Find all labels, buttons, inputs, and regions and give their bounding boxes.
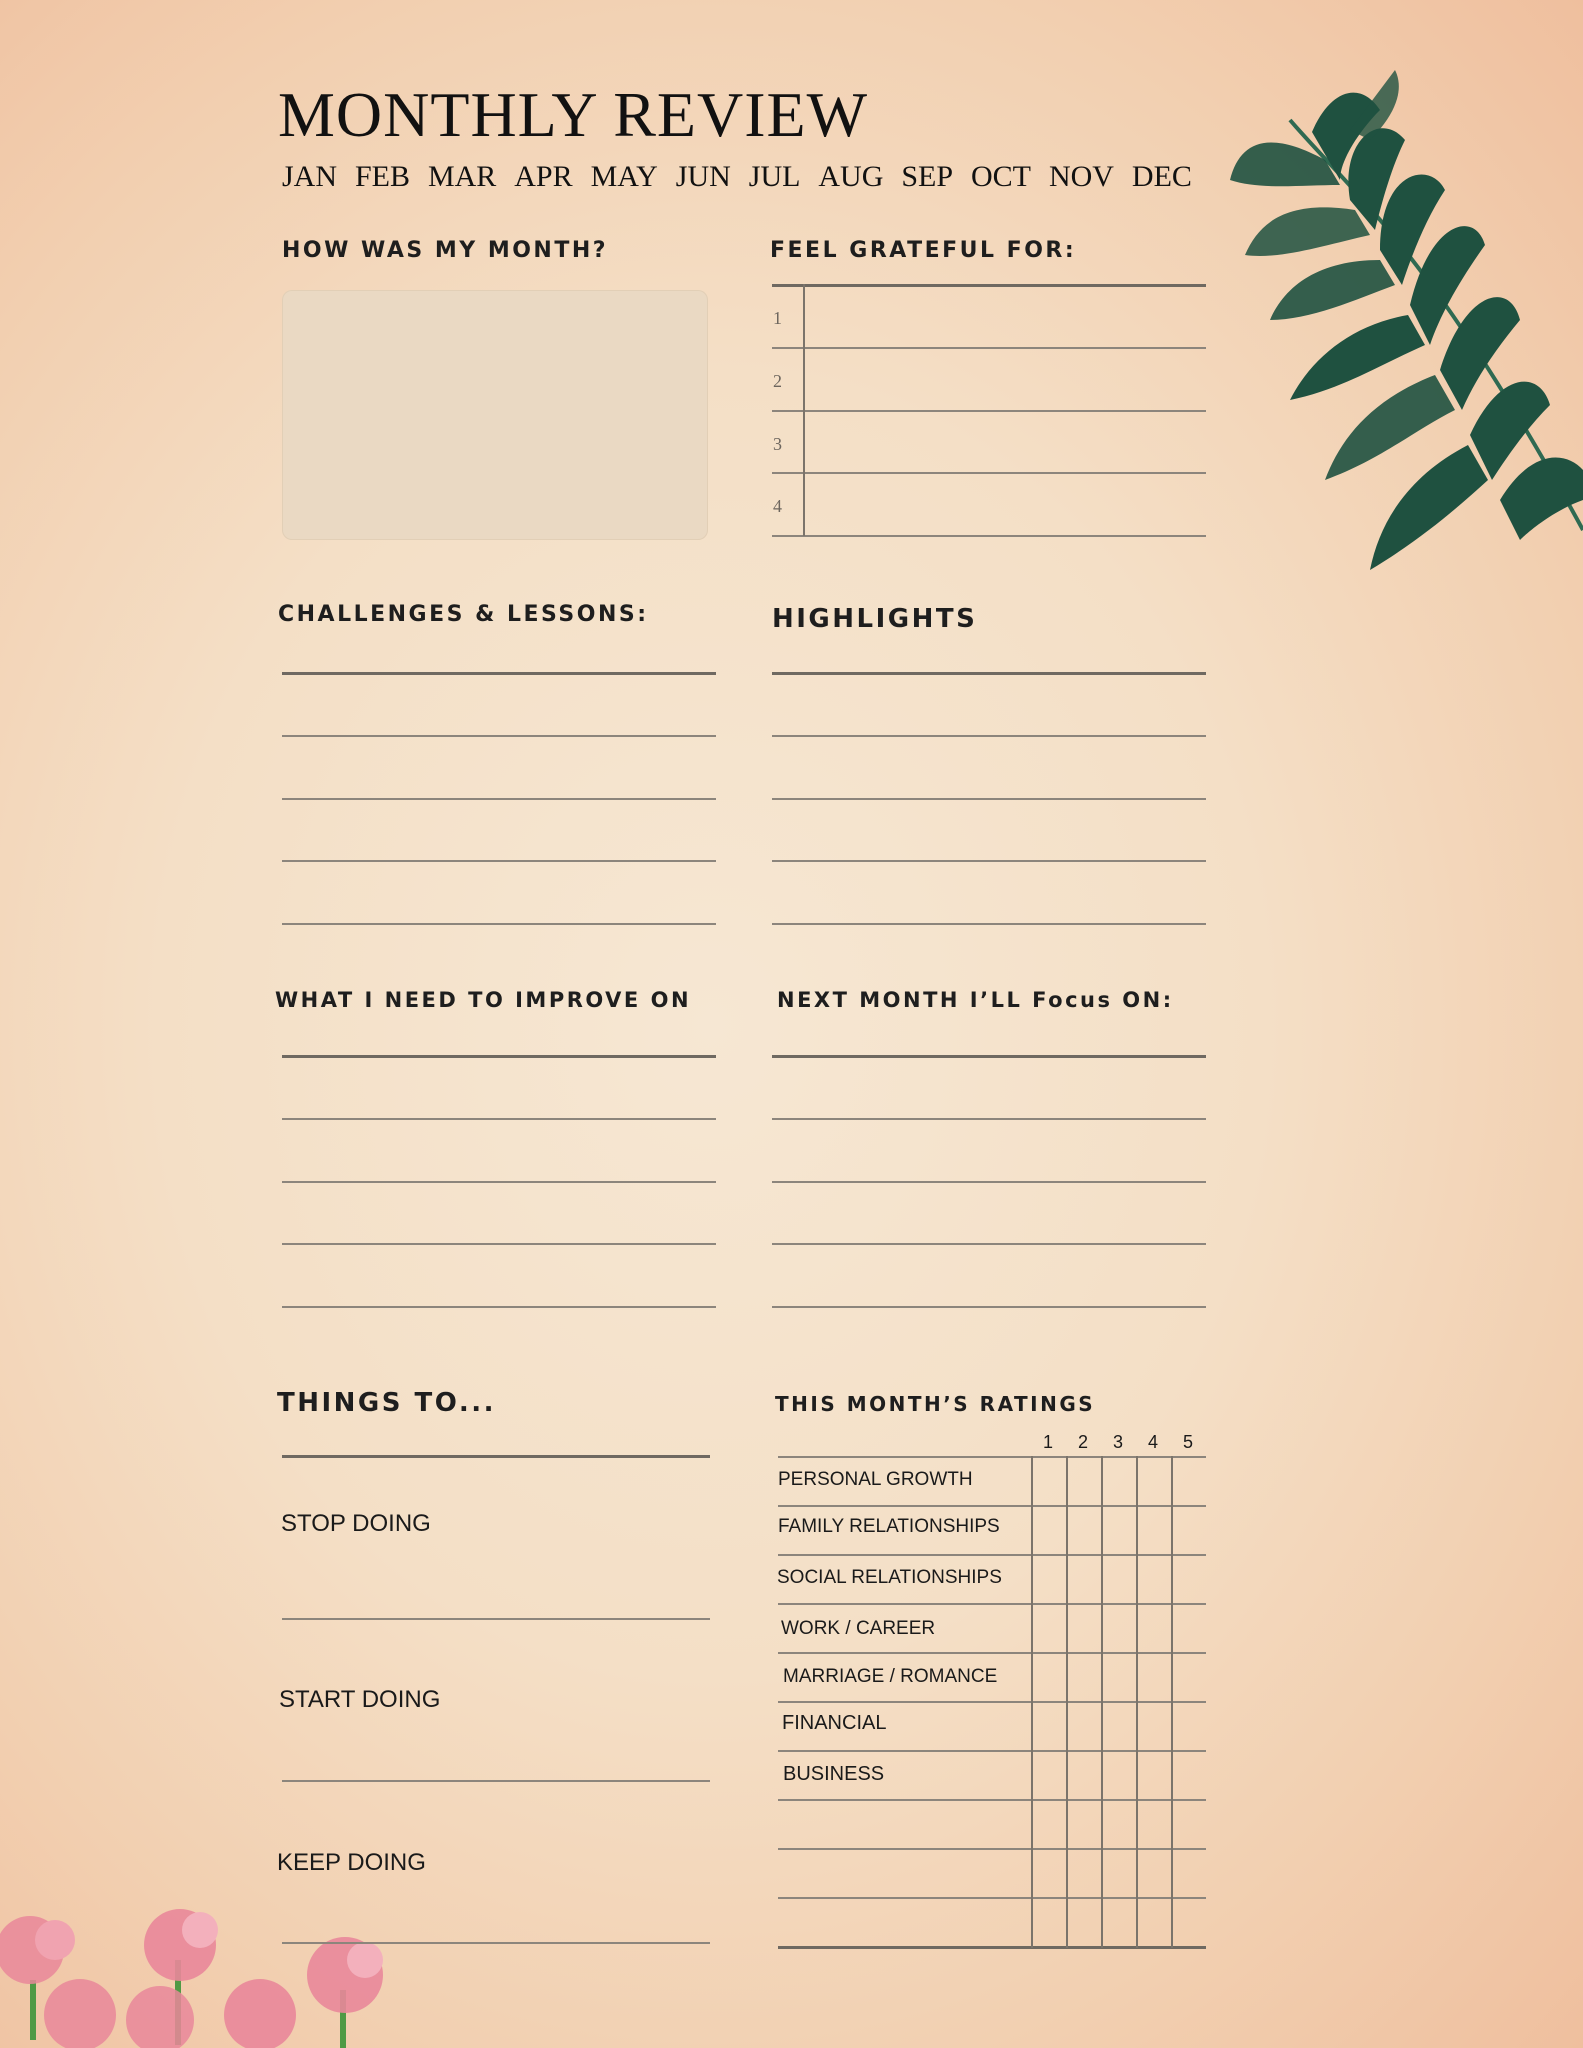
month-oct[interactable]: OCT xyxy=(971,160,1031,193)
ratings-col-line-1 xyxy=(1066,1456,1068,1948)
rating-scale-3: 3 xyxy=(1112,1432,1123,1452)
grateful-line-4[interactable] xyxy=(772,535,1206,537)
rating-scale-1: 1 xyxy=(1042,1432,1053,1452)
next-month-heading: NEXT MONTH I’LL Focus ON: xyxy=(777,988,1174,1012)
improve-line-1[interactable] xyxy=(282,1055,716,1058)
stop-doing-line[interactable] xyxy=(282,1618,710,1620)
grateful-line-3[interactable] xyxy=(772,472,1206,474)
things-to-heading: THINGS TO... xyxy=(277,1388,496,1418)
rating-category-business: BUSINESS xyxy=(783,1763,885,1785)
month-may[interactable]: MAY xyxy=(590,160,658,193)
stop-doing-label: STOP DOING xyxy=(281,1510,431,1537)
grateful-heading: FEEL GRATEFUL FOR: xyxy=(770,238,1077,263)
month-jun[interactable]: JUN xyxy=(675,160,731,193)
challenges-heading: CHALLENGES & LESSONS: xyxy=(278,602,649,627)
rating-category-marriage-romance: MARRIAGE / ROMANCE xyxy=(783,1666,998,1687)
grateful-line-0 xyxy=(772,284,1206,287)
ratings-row-line-2 xyxy=(778,1554,1206,1556)
ratings-col-line-2 xyxy=(1101,1456,1103,1948)
ratings-row-line-7 xyxy=(778,1799,1206,1801)
improve-line-3[interactable] xyxy=(282,1181,716,1183)
ratings-row-line-5 xyxy=(778,1701,1206,1703)
highlights-line-2[interactable] xyxy=(772,735,1206,737)
rating-scale-5: 5 xyxy=(1182,1432,1193,1452)
month-selector xyxy=(282,160,1192,194)
month-jul[interactable]: JUL xyxy=(748,160,801,193)
start-doing-line[interactable] xyxy=(282,1780,710,1782)
month-nov[interactable]: NOV xyxy=(1048,160,1114,193)
ratings-heading: THIS MONTH’S RATINGS xyxy=(775,1392,1096,1416)
ratings-row-line-0 xyxy=(778,1456,1206,1458)
challenges-line-2[interactable] xyxy=(282,735,716,737)
next-month-line-4[interactable] xyxy=(772,1243,1206,1245)
rating-category-family-relationships: FAMILY RELATIONSHIPS xyxy=(778,1516,1000,1537)
month-dec[interactable]: DEC xyxy=(1131,160,1192,193)
rating-category-personal-growth: PERSONAL GROWTH xyxy=(778,1469,973,1490)
improve-line-4[interactable] xyxy=(282,1243,716,1245)
ratings-row-line-3 xyxy=(778,1603,1206,1605)
rating-scale-2: 2 xyxy=(1077,1432,1088,1452)
grateful-line-1[interactable] xyxy=(772,347,1206,349)
rating-category-work-career: WORK / CAREER xyxy=(781,1618,936,1639)
challenges-line-1[interactable] xyxy=(282,672,716,675)
challenges-line-4[interactable] xyxy=(282,860,716,862)
highlights-line-4[interactable] xyxy=(772,860,1206,862)
rating-category-financial: FINANCIAL xyxy=(782,1712,887,1734)
grateful-number-4: 4 xyxy=(773,496,782,516)
month-mar[interactable]: MAR xyxy=(427,160,497,193)
next-month-line-2[interactable] xyxy=(772,1118,1206,1120)
rating-scale-4: 4 xyxy=(1147,1432,1158,1452)
grateful-number-1: 1 xyxy=(773,308,782,328)
improve-line-2[interactable] xyxy=(282,1118,716,1120)
palm-leaf-icon xyxy=(1230,70,1583,600)
month-jan[interactable]: JAN xyxy=(282,160,338,193)
ratings-col-line-0 xyxy=(1031,1456,1033,1948)
things-line-0 xyxy=(282,1455,710,1458)
month-sep[interactable]: SEP xyxy=(901,160,954,193)
challenges-line-3[interactable] xyxy=(282,798,716,800)
ratings-col-line-3 xyxy=(1136,1456,1138,1948)
improve-line-5[interactable] xyxy=(282,1306,716,1308)
ratings-row-line-10 xyxy=(778,1946,1206,1949)
grateful-line-2[interactable] xyxy=(772,410,1206,412)
pink-flowers-icon xyxy=(0,1900,420,2048)
page-title: MONTHLY REVIEW xyxy=(278,79,868,150)
ratings-row-line-9 xyxy=(778,1897,1206,1899)
improve-heading: WHAT I NEED TO IMPROVE ON xyxy=(275,988,692,1012)
start-doing-label: START DOING xyxy=(279,1686,441,1713)
month-summary-box[interactable] xyxy=(282,290,708,540)
highlights-heading: HIGHLIGHTS xyxy=(772,604,978,634)
grateful-divider xyxy=(803,284,805,536)
keep-doing-label: KEEP DOING xyxy=(277,1849,426,1876)
challenges-line-5[interactable] xyxy=(282,923,716,925)
ratings-row-line-6 xyxy=(778,1750,1206,1752)
grateful-number-2: 2 xyxy=(773,371,782,391)
month-feb[interactable]: FEB xyxy=(354,160,410,193)
ratings-row-line-1 xyxy=(778,1505,1206,1507)
highlights-line-1[interactable] xyxy=(772,672,1206,675)
next-month-line-5[interactable] xyxy=(772,1306,1206,1308)
highlights-line-3[interactable] xyxy=(772,798,1206,800)
highlights-line-5[interactable] xyxy=(772,923,1206,925)
grateful-number-3: 3 xyxy=(773,434,782,454)
next-month-line-3[interactable] xyxy=(772,1181,1206,1183)
next-month-line-1[interactable] xyxy=(772,1055,1206,1058)
keep-doing-line[interactable] xyxy=(282,1942,710,1944)
rating-category-social-relationships: SOCIAL RELATIONSHIPS xyxy=(777,1567,1002,1588)
ratings-col-line-4 xyxy=(1171,1456,1173,1948)
month-aug[interactable]: AUG xyxy=(818,160,884,193)
month-apr[interactable]: APR xyxy=(514,160,573,193)
ratings-row-line-8 xyxy=(778,1848,1206,1850)
ratings-row-line-4 xyxy=(778,1652,1206,1654)
how-was-month-heading: HOW WAS MY MONTH? xyxy=(282,238,609,263)
